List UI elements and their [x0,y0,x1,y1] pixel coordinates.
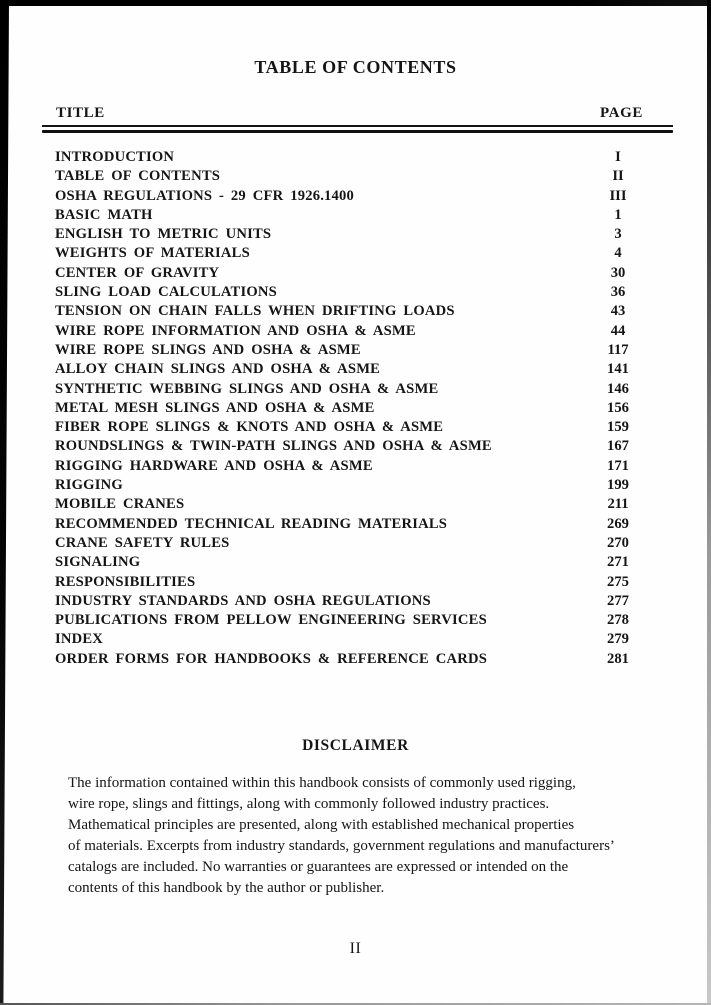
toc-entry-title: INDEX [55,631,104,648]
toc-entry-page: 270 [607,534,629,551]
toc-entry [55,380,643,399]
toc-entry-page: 279 [607,631,629,648]
scan-edge-left [0,0,9,1005]
disclaimer-heading: DISCLAIMER [302,737,409,755]
toc-entry [55,148,643,167]
toc-entry [55,495,643,514]
disclaimer-line: The information contained within this handbook consists of commonly used rigging, [68,775,576,792]
toc-entry [55,399,643,418]
toc-entry [55,264,643,283]
toc-entry-page: 211 [607,496,629,513]
toc-entry-title: WEIGHTS OF MATERIALS [55,245,250,262]
scan-edge-right [707,0,711,1005]
toc-entry-page: I [615,149,621,165]
disclaimer-line: Mathematical principles are presented, along with established mechanical properties [68,817,575,834]
footer-page-number: II [349,940,362,957]
toc-entry-page: 275 [607,573,629,590]
toc-entry-page: 3 [614,226,622,243]
toc-header-rule [42,130,673,133]
toc-entry [55,225,643,244]
disclaimer-line: wire rope, slings and fittings, along with commonly followed industry practices. [68,796,550,813]
toc-entry-title: SYNTHETIC WEBBING SLINGS AND OSHA & ASME [55,380,439,397]
toc-entry-title: RIGGING HARDWARE AND OSHA & ASME [55,457,373,474]
toc-entry-title: TENSION ON CHAIN FALLS WHEN DRIFTING LOADS [55,303,455,320]
toc-entry-title: PUBLICATIONS FROM PELLOW ENGINEERING SERVICES [55,612,487,629]
toc-entry [55,244,643,263]
toc-entry-page: 141 [607,361,629,378]
toc-entry [55,476,643,495]
toc-entry-page: 146 [607,380,629,397]
toc-entry [55,167,643,186]
disclaimer-text [68,773,671,899]
toc-entry-title: FIBER ROPE SLINGS & KNOTS AND OSHA & ASME [55,419,444,436]
toc-entry-page: 4 [614,245,622,262]
toc-header-page-label: PAGE [600,105,643,121]
toc-entry-title: CENTER OF GRAVITY [55,264,220,281]
toc-entry-title: ALLOY CHAIN SLINGS AND OSHA & ASME [55,361,381,378]
toc-entry-title: RIGGING [55,477,123,494]
toc-entry-page: 281 [607,650,629,667]
toc-entry [55,322,643,341]
toc-entry-page: 159 [607,419,629,436]
toc-entry-page: 30 [610,264,626,281]
toc-entry [55,534,643,553]
toc-entry [55,302,643,321]
toc-entry [55,650,643,669]
toc-entry-title: TABLE OF CONTENTS [55,168,221,185]
toc-header-title-label: TITLE [56,105,105,121]
toc-header [42,105,673,133]
toc-entry-title: WIRE ROPE INFORMATION AND OSHA & ASME [55,322,416,339]
toc-entry-page: II [612,168,624,185]
toc-entry [55,515,643,534]
toc-entry-page: 271 [607,554,629,571]
toc-entry-title: RECOMMENDED TECHNICAL READING MATERIALS [55,515,448,532]
toc-entry-title: ROUNDSLINGS & TWIN-PATH SLINGS AND OSHA & ASME [55,438,492,455]
toc-entry [55,283,643,302]
toc-entry-page: 171 [607,457,629,474]
toc-entry [55,187,643,206]
toc-entry-page: 167 [607,438,629,455]
toc-entry-page: 277 [607,592,629,609]
toc-entry [55,553,643,572]
toc-entry-title: OSHA REGULATIONS - 29 CFR 1926.1400 [55,187,355,204]
toc-entry-title: WIRE ROPE SLINGS AND OSHA & ASME [55,341,361,358]
toc-entry-page: 278 [607,612,629,629]
toc-entry-title: SLING LOAD CALCULATIONS [55,284,277,301]
toc-entry [55,206,643,225]
toc-entry-title: INTRODUCTION [55,149,175,165]
toc-entry [55,437,643,456]
toc-entry-page: 43 [610,303,626,320]
toc-entry [55,457,643,476]
toc-entry-title: BASIC MATH [55,206,153,223]
disclaimer-line: of materials. Excerpts from industry standards, government regulations and manufacturers’ [68,838,615,855]
toc-entry [55,341,643,360]
toc-entry-title: CRANE SAFETY RULES [55,534,230,551]
toc-entry-title: METAL MESH SLINGS AND OSHA & ASME [55,399,375,416]
toc-entry-title: INDUSTRY STANDARDS AND OSHA REGULATIONS [55,592,431,609]
toc-entry-page: 156 [607,399,629,416]
disclaimer-line: contents of this handbook by the author or publisher. [68,880,385,897]
toc-entry-page: 269 [607,515,629,532]
toc-entry [55,360,643,379]
toc-entry [55,630,643,649]
toc-entry-page: III [609,187,627,204]
scan-edge-top [0,0,711,6]
toc-entry-page: 199 [607,477,629,494]
toc-entry-title: MOBILE CRANES [55,496,185,513]
toc-entry-title: RESPONSIBILITIES [55,573,196,590]
toc-entry-page: 117 [607,341,629,358]
toc-entry-title: ENGLISH TO METRIC UNITS [55,226,272,243]
toc-list [55,148,643,669]
toc-entry [55,418,643,437]
toc-entry-page: 1 [614,206,622,223]
toc-header-row [42,105,673,127]
page-title: TABLE OF CONTENTS [254,57,457,77]
toc-entry-page: 44 [610,322,626,339]
toc-entry [55,592,643,611]
toc-entry-title: SIGNALING [55,554,141,571]
toc-entry-page: 36 [610,284,626,301]
toc-entry [55,611,643,630]
disclaimer-line: catalogs are included. No warranties or guarantees are expressed or intended on the [68,859,569,876]
toc-entry-title: ORDER FORMS FOR HANDBOOKS & REFERENCE CARDS [55,650,488,667]
toc-entry [55,573,643,592]
